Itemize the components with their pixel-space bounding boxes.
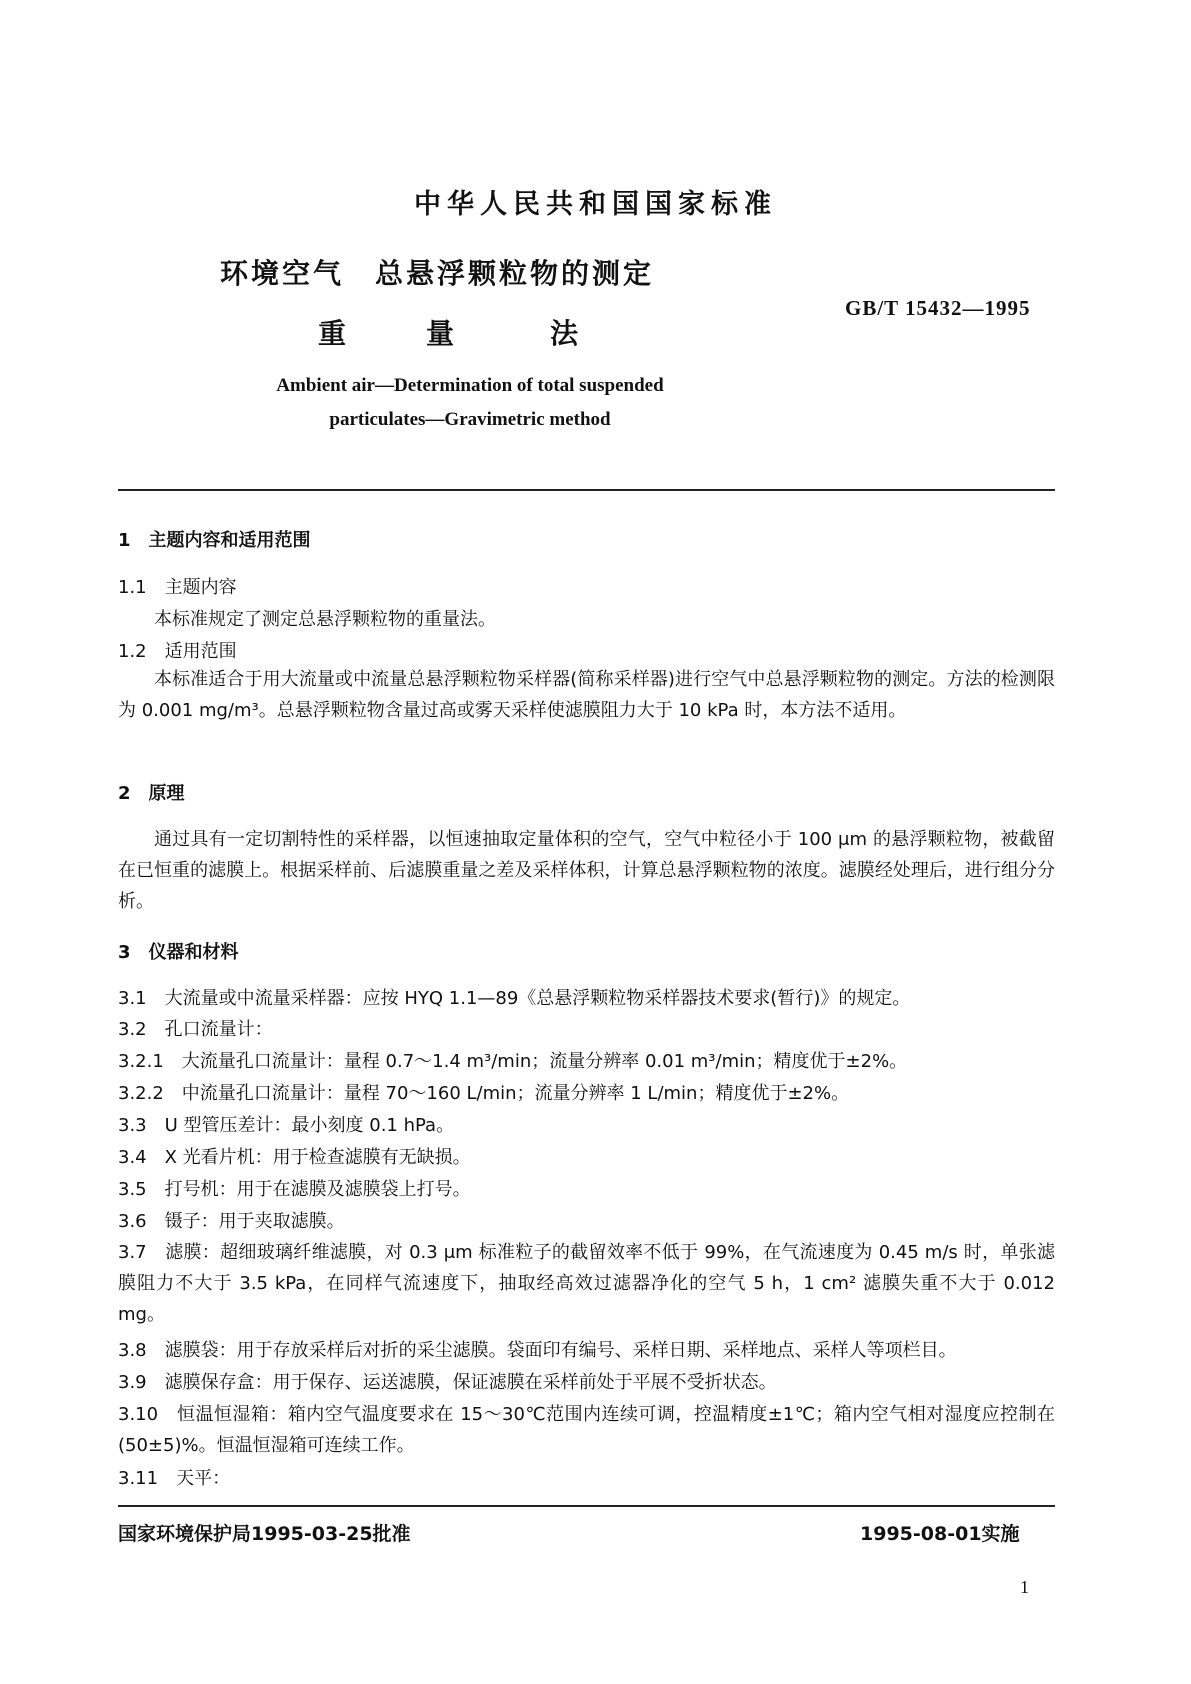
title-en-line1: Ambient air—Determination of total suspended [276, 375, 664, 396]
section-3-8: 3.8 滤膜袋：用于存放采样后对折的采尘滤膜。袋面印有编号、采样日期、采样地点、采样人等项栏目。 [118, 1340, 957, 1361]
section-3-11: 3.11 天平： [118, 1468, 231, 1489]
section-1-2-text: 本标准适合于用大流量或中流量总悬浮颗粒物采样器(简称采样器)进行空气中总悬浮颗粒物的测定。方法的检测限为 0.001 mg/m³。总悬浮颗粒物含量过高或雾天采样使滤膜阻力大于 10 kPa 时，本方法不适用。 [118, 669, 1055, 721]
section-3-4: 3.4 X 光看片机：用于检查滤膜有无缺损。 [118, 1147, 471, 1168]
title-cn-char-1: 重 [318, 317, 347, 350]
title-en-line2: particulates—Gravimetric method [329, 409, 611, 430]
header-divider [118, 489, 1055, 491]
section-3-heading: 3 仪器和材料 [118, 942, 239, 963]
page-number: 1 [1020, 1577, 1029, 1597]
section-3-6: 3.6 镊子：用于夹取滤膜。 [118, 1211, 345, 1232]
section-1-1-heading: 1.1 主题内容 [118, 577, 237, 598]
title-cn-line2 [318, 312, 598, 350]
section-3-2-1: 3.2.1 大流量孔口流量计：量程 0.7～1.4 m³/min；流量分辨率 0.01 m³/min；精度优于±2%。 [118, 1051, 908, 1072]
implementation-line: 1995-08-01实施 [860, 1523, 1020, 1545]
national-standard-heading: 中华人民共和国国家标准 [414, 189, 777, 220]
section-3-1: 3.1 大流量或中流量采样器：应按 HYQ 1.1—89《总悬浮颗粒物采样器技术要求(暂行)》的规定。 [118, 988, 911, 1009]
section-1-heading: 1 主题内容和适用范围 [118, 530, 311, 551]
section-1-2-heading: 1.2 适用范围 [118, 641, 237, 662]
title-cn-char-3: 法 [550, 317, 579, 350]
section-3-7: 3.7 滤膜：超细玻璃纤维滤膜，对 0.3 μm 标准粒子的截留效率不低于 99%，在气流速度为 0.45 m/s 时，单张滤膜阻力不大于 3.5 kPa，在同样气流速度下，抽取经高效过滤器净化的空气 5 h，1 cm² 滤膜失重不大于 0.012 mg。 [118, 1242, 1055, 1325]
approval-line: 国家环境保护局1995-03-25批准 [118, 1523, 411, 1545]
section-2-heading: 2 原理 [118, 783, 185, 804]
section-3-3: 3.3 U 型管压差计：最小刻度 0.1 hPa。 [118, 1115, 455, 1136]
section-3-5: 3.5 打号机：用于在滤膜及滤膜袋上打号。 [118, 1179, 471, 1200]
section-1-1-text: 本标准规定了测定总悬浮颗粒物的重量法。 [154, 609, 496, 630]
title-cn-line1: 环境空气 总悬浮颗粒物的测定 [220, 257, 655, 290]
section-3-9: 3.9 滤膜保存盒：用于保存、运送滤膜，保证滤膜在采样前处于平展不受折状态。 [118, 1372, 777, 1393]
title-cn-char-2: 量 [426, 317, 455, 350]
footer-divider [118, 1505, 1055, 1507]
section-3-2: 3.2 孔口流量计： [118, 1019, 273, 1040]
section-2-text: 通过具有一定切割特性的采样器，以恒速抽取定量体积的空气，空气中粒径小于 100 μm 的悬浮颗粒物，被截留在已恒重的滤膜上。根据采样前、后滤膜重量之差及采样体积，计算总悬浮颗粒物的浓度。滤膜经处理后，进行组分分析。 [118, 829, 1055, 912]
section-3-10: 3.10 恒温恒湿箱：箱内空气温度要求在 15～30℃范围内连续可调，控温精度±1℃；箱内空气相对湿度应控制在(50±5)%。恒温恒湿箱可连续工作。 [118, 1404, 1055, 1456]
section-3-2-2: 3.2.2 中流量孔口流量计：量程 70～160 L/min；流量分辨率 1 L/min；精度优于±2%。 [118, 1083, 850, 1104]
standard-code: GB/T 15432—1995 [845, 296, 1031, 320]
